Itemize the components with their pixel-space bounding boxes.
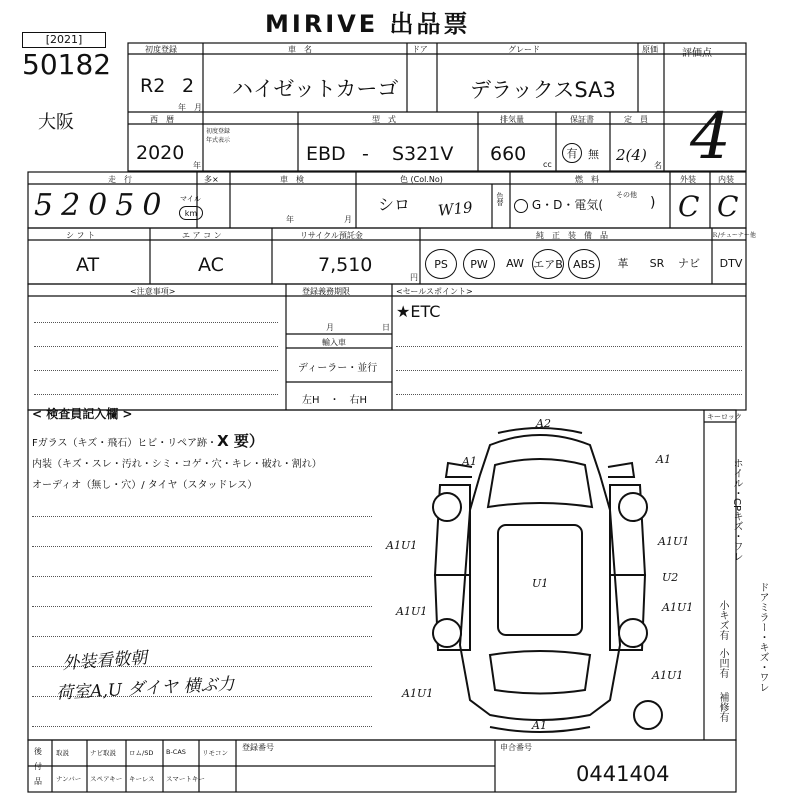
notes-line-4	[34, 394, 278, 395]
front-left-wheel	[433, 493, 461, 521]
damage-mark-0: A2	[536, 417, 551, 430]
capacity: 2(4)	[616, 146, 647, 164]
damage-mark-8: A1U1	[662, 601, 694, 614]
side-text-small-dent: 小凹有	[717, 648, 728, 678]
side-text-wheel: ホイル・CPキズ・ワレ	[731, 458, 742, 562]
side-text-small-scratch: 小キズ有	[717, 600, 728, 640]
interior-label: 内装	[718, 175, 734, 184]
side-text-mirror: ドアミラー・キズ・ワレ	[757, 582, 768, 692]
damage-mark-11: A1	[532, 719, 547, 732]
sales-point: ★ETC	[396, 302, 441, 321]
form-title: MIRIVE 出品票	[265, 10, 471, 38]
lot-number: 50182	[22, 48, 112, 81]
displacement: 660	[490, 143, 527, 165]
sales-line-2	[396, 370, 742, 371]
displacement-label: 排気量	[500, 115, 524, 124]
era: R2	[140, 75, 166, 97]
warranty-no: 無	[588, 148, 599, 161]
tuner-label: Ｒ/チューナー他	[712, 232, 756, 239]
damage-mark-6: U2	[662, 571, 679, 584]
spare-tire	[634, 701, 662, 729]
insp-line-1	[32, 516, 372, 517]
accessory-item-7: スペアキー	[90, 775, 123, 783]
inspection-label: 車 検	[280, 175, 304, 184]
insp-year-unit: 年	[286, 215, 294, 224]
handwritten-note-2: 荷室A,U ダイヤ 横ぶ力	[55, 674, 236, 704]
color-small: 色替	[496, 192, 504, 206]
sales-line-1	[396, 346, 742, 347]
mileage-label: 走 行	[108, 175, 132, 184]
fuel-label: 燃 料	[575, 175, 599, 184]
equip-item-5: 革	[617, 257, 629, 270]
reg-day-unit: 日	[382, 323, 390, 332]
model-prefix: EBD	[306, 143, 346, 165]
recycle: 7,510	[318, 254, 373, 276]
equip-item-3: エアB	[532, 249, 564, 279]
meter-label: 多×	[204, 175, 219, 184]
venue-label: 申合番号	[500, 743, 532, 752]
grade: デラックスSA3	[470, 78, 616, 102]
glass-line: Fガラス（キズ・飛石）ヒビ・リペア跡・X 要）	[32, 432, 264, 450]
equip-item-6: SR	[649, 256, 665, 270]
eval-label: 評価点	[682, 48, 712, 59]
dealer: ディーラー・並行	[298, 363, 378, 374]
equip-item-0: PS	[425, 249, 457, 279]
mileage: 52050	[34, 188, 170, 223]
shift-label: シ フ ト	[66, 231, 96, 240]
interior-line: 内装（キズ・スレ・汚れ・シミ・コゲ・穴・キレ・破れ・割れ）	[32, 459, 322, 470]
accessory-item-6: ナンバー	[56, 775, 82, 783]
equip-item-2: AW	[506, 256, 524, 270]
damage-mark-5: U1	[532, 577, 549, 590]
notes-line-3	[34, 370, 278, 371]
fuel-close: )	[650, 195, 656, 211]
shift: AT	[76, 254, 100, 276]
genzo-label: 原価	[642, 45, 658, 54]
car-damage-diagram	[380, 415, 700, 740]
year-unit: 年	[178, 103, 186, 112]
damage-mark-3: A1U1	[386, 539, 418, 552]
accessory-item-8: キーレス	[129, 775, 155, 783]
handle: 左H ・ 右H	[302, 395, 368, 406]
month-unit: 月	[194, 103, 202, 112]
side-text-repair: 補修有	[717, 692, 728, 722]
recycle-label: リサイクル預託金	[300, 231, 363, 240]
model-dash: -	[362, 143, 369, 165]
sales-line-3	[396, 394, 742, 395]
accessory-item-2: ナビ取説	[90, 749, 116, 757]
cc-unit: cc	[543, 160, 552, 169]
exterior-label: 外装	[680, 175, 696, 184]
eval-score: 4	[690, 100, 731, 174]
color-label: 色 (Col.No)	[400, 175, 443, 184]
damage-mark-7: A1U1	[396, 605, 428, 618]
grade-label: グレード	[508, 45, 540, 54]
capacity-label: 定 員	[624, 115, 648, 124]
equip-item-1: PW	[463, 249, 495, 279]
insp-line-8	[32, 726, 372, 727]
audio-line: オーディオ（無し・穴）/ タイヤ（スタッドレス）	[32, 480, 258, 491]
rear-left-wheel	[433, 619, 461, 647]
western-label: 西 暦	[150, 115, 174, 124]
year-box: [2021]	[22, 32, 106, 48]
ac-label: エ ア コ ン	[182, 231, 222, 240]
car-name-label: 車 名	[288, 45, 312, 54]
reg-month: 2	[182, 75, 195, 97]
km-unit: km	[179, 206, 203, 220]
interior: C	[717, 190, 739, 223]
reg-deadline-label: 登録義務期限	[302, 287, 350, 296]
region: 大阪	[38, 112, 74, 133]
handwritten-note-1: 外装看敬朝	[61, 648, 148, 674]
doors-label: ドア	[412, 45, 428, 54]
front-right-wheel	[619, 493, 647, 521]
rear-right-wheel	[619, 619, 647, 647]
warranty-yes: 有	[562, 143, 582, 163]
equip-item-7: ナビ	[678, 257, 700, 270]
notes-label: <注意事項>	[130, 287, 176, 296]
equip-label: 純 正 装 備 品	[536, 231, 608, 240]
damage-mark-10: A1U1	[652, 669, 684, 682]
key-label: キーロック	[707, 413, 742, 421]
accessory-item-5: リモコン	[202, 749, 228, 757]
accessory-item-3: ロム/SD	[129, 749, 154, 757]
insp-line-2	[32, 546, 372, 547]
insp-line-5	[32, 636, 372, 637]
ac: AC	[198, 254, 224, 276]
insp-line-3	[32, 576, 372, 577]
exterior: C	[678, 190, 700, 223]
reg-num-label: 登録番号	[242, 743, 274, 752]
insp-line-4	[32, 606, 372, 607]
warranty-label: 保証書	[570, 115, 594, 124]
yen-unit: 円	[410, 273, 418, 282]
car-name: ハイゼットカーゴ	[232, 77, 399, 101]
damage-mark-9: A1U1	[402, 687, 434, 700]
import-label: 輸入車	[322, 338, 346, 347]
capacity-unit: 名	[654, 161, 662, 170]
fuel-other: その他	[616, 191, 637, 199]
accessory-heading: 後 付 品	[34, 747, 42, 786]
year-western: 2020	[136, 142, 185, 164]
fuel-options: G・D・電気(	[514, 196, 603, 213]
fuel-g-circle	[514, 199, 528, 213]
venue-number: 0441404	[576, 762, 670, 786]
first-reg-label: 初度登録	[145, 45, 177, 54]
model-label: 型 式	[372, 115, 396, 124]
accessory-item-1: 取説	[56, 749, 69, 757]
model-code: S321V	[392, 143, 454, 165]
notes-line-1	[34, 322, 278, 323]
year-unit-2: 年	[193, 161, 201, 170]
damage-mark-4: A1U1	[658, 535, 690, 548]
accessory-item-4: B-CAS	[166, 748, 186, 756]
damage-mark-1: A1	[462, 455, 477, 468]
insp-month-unit: 月	[344, 215, 352, 224]
inspector-title: < 検査員記入欄 >	[32, 407, 133, 421]
damage-mark-2: A1	[656, 453, 671, 466]
notes-line-2	[34, 346, 278, 347]
accessory-item-9: スマートキー	[166, 775, 205, 783]
equip-item-4: ABS	[568, 249, 600, 279]
reg-month-unit: 月	[326, 323, 334, 332]
first-reg-small: 初度登録 年式表示	[206, 128, 231, 144]
color: シロ	[378, 195, 411, 214]
equip-item-8: DTV	[719, 256, 743, 270]
color-code: W19	[437, 198, 474, 220]
mile-unit: マイル	[180, 195, 201, 203]
sales-label: <セールスポイント>	[396, 287, 473, 296]
